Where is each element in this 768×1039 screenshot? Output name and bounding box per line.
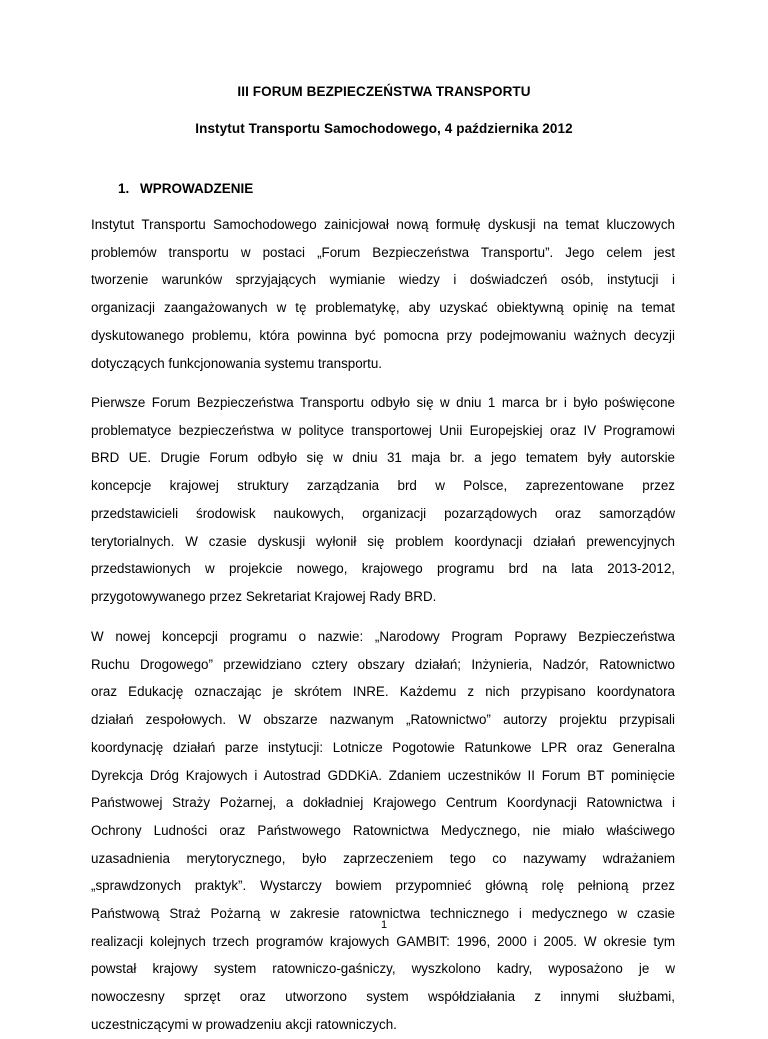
paragraph-2	[91, 389, 675, 611]
paragraph-1	[91, 211, 675, 377]
paragraph-line: „sprawdzonych praktyk”. Wystarczy bowiem przypomnieć główną rolę pełnioną przez	[91, 878, 675, 894]
paragraph-line: Państwową Straż Pożarną w zakresie ratownictwa technicznego i medycznego w czasie	[91, 906, 675, 922]
paragraph-line: powstał krajowy system ratowniczo-gaśniczy, wyszkolono kadry, wyposażono je w	[91, 961, 675, 977]
paragraph-line: przedstawionych w projekcie nowego, krajowego programu brd na lata 2013-2012,	[91, 561, 675, 577]
paragraph-line: Dyrekcja Dróg Krajowych i Autostrad GDDKiA. Zdaniem uczestników II Forum BT pominięcie	[91, 767, 675, 783]
paragraph-line: oraz Edukację oznaczając je skrótem INRE. Każdemu z nich przypisano koordynatora	[91, 684, 675, 700]
page-number: 1	[380, 919, 388, 931]
paragraph-line: Ochrony Ludności oraz Państwowego Ratownictwa Medycznego, nie miało właściwego	[91, 822, 675, 838]
paragraph-line: nowoczesny sprzęt oraz utworzono system współdziałania z innymi służbami,	[91, 989, 675, 1005]
paragraph-line: przedstawicieli środowisk naukowych, organizacji pozarządowych oraz samorządów	[91, 505, 675, 521]
section-title: WPROWADZENIE	[140, 181, 254, 196]
paragraph-line: organizacji zaangażowanych w tę problematykę, aby uzyskać obiektywną opinię na temat	[91, 300, 675, 316]
paragraph-line: działań zespołowych. W obszarze nazwanym „Ratownictwo” autorzy projektu przypisali	[91, 712, 675, 728]
paragraph-line: tworzenie warunków sprzyjających wymianie wiedzy i doświadczeń osób, instytucji i	[91, 272, 675, 288]
section-heading	[118, 181, 253, 196]
document-subtitle: Instytut Transportu Samochodowego, 4 października 2012	[195, 121, 573, 136]
paragraph-line: W nowej koncepcji programu o nazwie: „Narodowy Program Poprawy Bezpieczeństwa	[91, 629, 675, 644]
paragraph-line: koncepcje krajowej struktury zarządzania brd w Polsce, zaprezentowane przez	[91, 478, 675, 494]
paragraph-line: Państwowej Straży Pożarnej, a dokładniej Krajowego Centrum Koordynacji Ratownictwa i	[91, 795, 675, 811]
paragraph-line: BRD UE. Drugie Forum odbyło się w dniu 31 maja br. a jego tematem były autorskie	[91, 450, 675, 466]
paragraph-3	[91, 623, 675, 1039]
paragraph-line: przygotowywanego przez Sekretariat Krajowej Rady BRD.	[91, 588, 437, 604]
paragraph-line: Ruchu Drogowego” przewidziano cztery obszary działań; Inżynieria, Nadzór, Ratownictwo	[91, 656, 675, 672]
paragraph-line: problematyce bezpieczeństwa w polityce transportowej Unii Europejskiej oraz IV Programowi	[91, 422, 675, 438]
paragraph-line: dotyczących funkcjonowania systemu transportu.	[91, 355, 383, 371]
section-number: 1.	[118, 181, 130, 196]
paragraph-line: dyskutowanego problemu, która powinna być pomocna przy podejmowaniu ważnych decyzji	[91, 327, 675, 343]
paragraph-line: koordynację działań parze instytucji: Lotnicze Pogotowie Ratunkowe LPR oraz Generalna	[91, 739, 675, 755]
paragraph-line: realizacji kolejnych trzech programów krajowych GAMBIT: 1996, 2000 i 2005. W okresie tym	[91, 933, 675, 949]
paragraph-line: uzasadnienia merytorycznego, było zaprzeczeniem tego co nazywamy wdrażaniem	[91, 850, 675, 866]
paragraph-line: uczestniczącymi w prowadzeniu akcji ratowniczych.	[91, 1016, 397, 1032]
document-title: III FORUM BEZPIECZEŃSTWA TRANSPORTU	[237, 84, 531, 99]
paragraph-line: terytorialnych. W czasie dyskusji wyłonił się problem koordynacji działań prewencyjnych	[91, 533, 675, 549]
paragraph-line: Instytut Transportu Samochodowego zainicjował nową formułę dyskusji na temat kluczowych	[91, 217, 675, 232]
paragraph-line: Pierwsze Forum Bezpieczeństwa Transportu odbyło się w dniu 1 marca br i było poświęcone	[91, 395, 675, 410]
paragraph-line: problemów transportu w postaci „Forum Bezpieczeństwa Transportu”. Jego celem jest	[91, 244, 675, 260]
